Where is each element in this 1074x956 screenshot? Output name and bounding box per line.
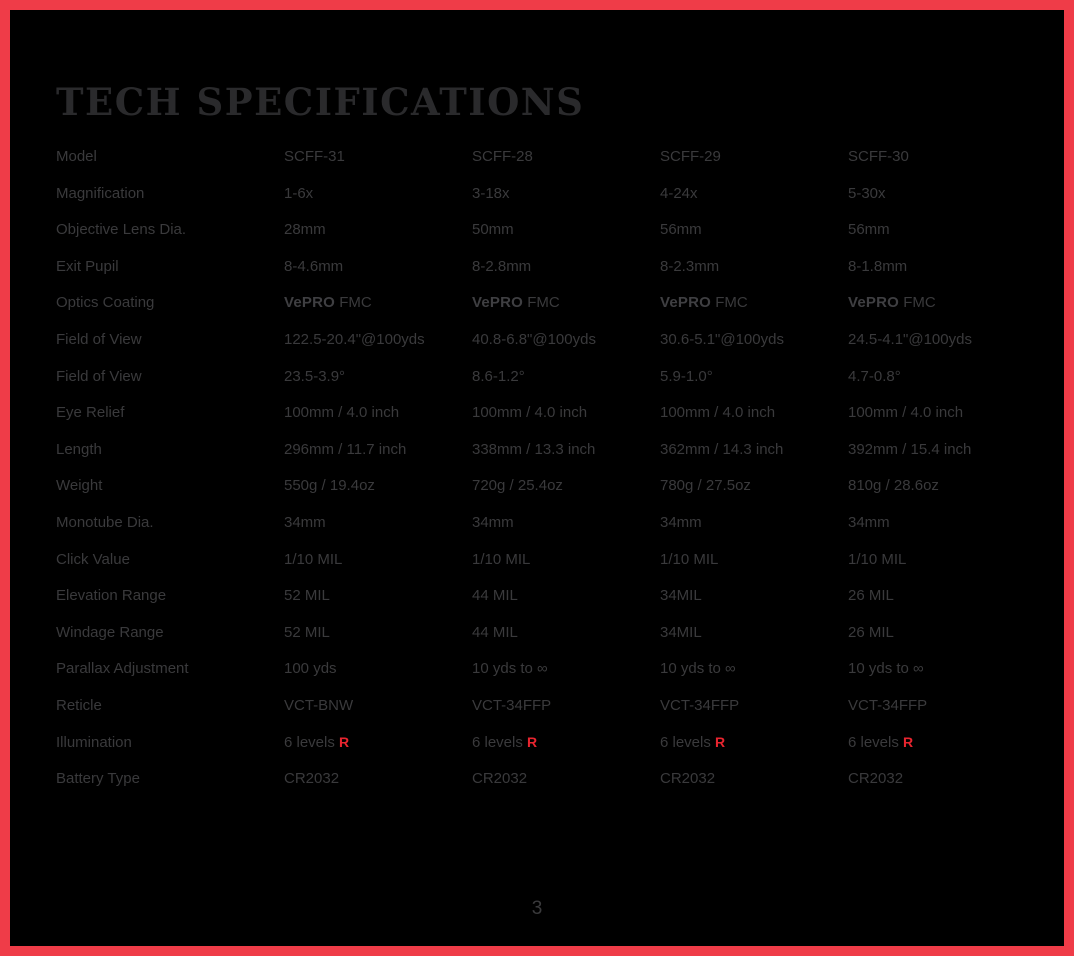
coating-suffix: FMC [899,294,936,312]
table-row [56,148,1036,185]
table-row [56,368,1036,405]
spec-value: 100mm / 4.0 inch [284,404,400,422]
page-title: TECH SPECIFICATIONS [56,80,585,124]
spec-value: 56mm [848,221,890,239]
spec-value: 8-4.6mm [284,257,344,275]
red-illumination-icon: R [715,733,726,750]
spec-value: 44 MIL [472,623,518,641]
spec-label: Field of View [56,367,142,385]
spec-value: 50mm [472,221,514,239]
spec-value: 1-6x [284,184,314,202]
spec-value: SCFF-31 [284,148,345,165]
spec-value: 122.5-20.4"@100yds [284,330,425,348]
spec-value: 4-24x [660,184,698,202]
spec-value: 26 MIL [848,587,894,605]
illumination-levels: 6 levels [284,733,335,751]
spec-value: 56mm [660,221,702,239]
spec-label: Weight [56,477,103,495]
spec-value: CR2032 [848,770,904,788]
spec-value [472,734,660,751]
spec-value: 10 yds to ∞ [472,660,548,678]
spec-value: 810g / 28.6oz [848,477,939,495]
illumination-levels: 6 levels [472,733,523,751]
spec-value: CR2032 [660,770,716,788]
spec-value: 34mm [848,513,890,531]
spec-value: 100mm / 4.0 inch [660,404,776,422]
red-illumination-icon: R [903,733,914,750]
coating-suffix: FMC [711,294,748,312]
red-illumination-icon: R [339,733,350,750]
spec-label: Model [56,148,97,165]
spec-label: Click Value [56,550,130,568]
table-row [56,221,1036,258]
spec-value: 34MIL [660,623,702,641]
spec-value: 392mm / 15.4 inch [848,440,972,458]
spec-value: 52 MIL [284,587,330,605]
table-row [56,258,1036,295]
table-row [56,551,1036,588]
spec-table [56,148,1036,807]
table-row [56,587,1036,624]
spec-label: Eye Relief [56,404,125,422]
spec-value: 24.5-4.1"@100yds [848,330,972,348]
table-row [56,441,1036,478]
spec-value: 1/10 MIL [660,550,719,568]
spec-value: 550g / 19.4oz [284,477,375,495]
spec-value: 8-2.8mm [472,257,532,275]
spec-label: Windage Range [56,623,164,641]
spec-sheet [10,10,1064,946]
spec-value: SCFF-28 [472,148,533,165]
spec-value: 34mm [660,513,702,531]
spec-value: 1/10 MIL [848,550,907,568]
spec-value: CR2032 [284,770,340,788]
spec-value: 34mm [472,513,514,531]
spec-value [848,294,1036,311]
spec-value: 26 MIL [848,623,894,641]
spec-value [284,734,472,751]
spec-value: 100 yds [284,660,337,678]
spec-value: 100mm / 4.0 inch [848,404,964,422]
spec-value: VCT-34FFP [660,696,740,714]
spec-value [848,734,1036,751]
illumination-levels: 6 levels [660,733,711,751]
spec-value: 362mm / 14.3 inch [660,440,784,458]
spec-value: CR2032 [472,770,528,788]
spec-value: 8-1.8mm [848,257,908,275]
spec-value: 44 MIL [472,587,518,605]
spec-label: Battery Type [56,770,140,788]
spec-value: VCT-34FFP [848,696,928,714]
table-row [56,404,1036,441]
table-row [56,331,1036,368]
spec-value: 28mm [284,221,326,239]
coating-suffix: FMC [335,294,372,312]
spec-label: Optics Coating [56,294,155,312]
spec-label: Monotube Dia. [56,513,154,531]
table-row [56,770,1036,807]
table-row [56,514,1036,551]
spec-value: 30.6-5.1"@100yds [660,330,784,348]
spec-value: 338mm / 13.3 inch [472,440,596,458]
spec-value: 100mm / 4.0 inch [472,404,588,422]
spec-value: 1/10 MIL [284,550,343,568]
spec-value [284,294,472,311]
spec-value: 52 MIL [284,623,330,641]
vepro-brand: VePRO [660,294,712,312]
coating-suffix: FMC [523,294,560,312]
vepro-brand: VePRO [284,294,336,312]
spec-label: Exit Pupil [56,257,119,275]
spec-value: 4.7-0.8° [848,367,901,385]
spec-value: 296mm / 11.7 inch [284,440,407,458]
spec-value [472,294,660,311]
spec-value: 8-2.3mm [660,257,720,275]
spec-value: 5.9-1.0° [660,367,713,385]
spec-value: 40.8-6.8"@100yds [472,330,596,348]
spec-value: 10 yds to ∞ [848,660,924,678]
table-row [56,294,1036,331]
spec-value: 5-30x [848,184,886,202]
vepro-brand: VePRO [472,294,524,312]
spec-value: 8.6-1.2° [472,367,525,385]
spec-value: 34MIL [660,587,702,605]
spec-label: Parallax Adjustment [56,660,189,678]
spec-label: Illumination [56,733,132,751]
table-row [56,185,1036,222]
spec-label: Length [56,440,102,458]
red-illumination-icon: R [527,733,538,750]
spec-value: 1/10 MIL [472,550,531,568]
table-row [56,734,1036,771]
table-row [56,477,1036,514]
spec-value [660,294,848,311]
spec-value: 3-18x [472,184,510,202]
spec-value: SCFF-30 [848,148,909,165]
spec-value: 720g / 25.4oz [472,477,563,495]
spec-label: Objective Lens Dia. [56,221,187,239]
spec-value: 780g / 27.5oz [660,477,751,495]
spec-value: 34mm [284,513,326,531]
spec-label: Magnification [56,184,145,202]
table-row [56,697,1036,734]
spec-value [660,734,848,751]
table-row [56,660,1036,697]
illumination-levels: 6 levels [848,733,899,751]
spec-value: 23.5-3.9° [284,367,346,385]
spec-label: Elevation Range [56,587,167,605]
vepro-brand: VePRO [848,294,900,312]
page-number: 3 [531,898,543,919]
spec-value: SCFF-29 [660,148,721,165]
spec-value: VCT-34FFP [472,696,552,714]
table-row [56,624,1036,661]
spec-value: VCT-BNW [284,696,354,714]
spec-label: Field of View [56,330,142,348]
spec-value: 10 yds to ∞ [660,660,736,678]
spec-label: Reticle [56,696,102,714]
